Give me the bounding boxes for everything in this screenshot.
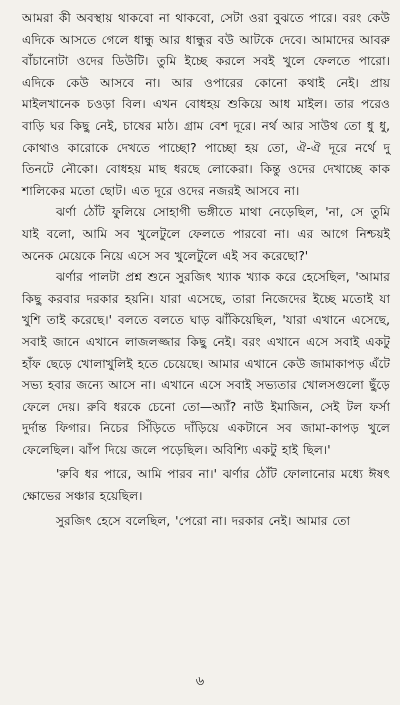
paragraph: ঝর্ণা ঠোঁট ফুলিয়ে সোহাগী ভঙ্গীতে মাথা নেড়েছিল, 'না, সে তুমি যাই বলো, আমি সব খুলেটুলে ফেলতে পারবো না। এর আগে নিশ্চয়ই অনেক মেয়েকে নিয়ে এসে সব খুলেটুলে এই সব করেছো?' [22, 205, 390, 263]
paragraph: আমরা কী অবস্থায় থাকবো না থাকবো, সেটা ওরা বুঝতে পারে। বরং কেউ এদিকে আসতে গেলে ধান্ধু আর ধান্ধুর বউ আটকে দেবে। আমাদের আবরু বাঁচানোটা ওদের ডিউটি। তুমি ইচ্ছে করলে সবই খুলে ফেলতে পারো। এদিকে কেউ আসবে না। আর ওপারের কোনো কথাই নেই। প্রায় মাইলখানেক চওড়া বিল। এখন বোধহয় শুকিয়ে আধ মাইল। তার পরেও বাড়ি ঘর কিছু নেই, চাষের মাঠ। গ্রাম বেশ দূরে। নর্থ আর সাউথ তো ধু ধু, কোথাও কারোকে দেখতে পাচ্ছো? পাচ্ছো হয় তো, ঐ-ঐ দূরে নর্থে দু তিনটে নৌকো। বোধহয় মাছ ধরছে লোকেরা। কিন্তু ওদের দেখাচ্ছে কাক শালিকের মতো ছোট। এত দূরে ওদের নজরই আসবে না। [22, 11, 390, 198]
page-number: ৬ [195, 674, 205, 689]
text-block [22, 8, 390, 532]
paragraph: ঝর্ণার পালটা প্রশ্ন শুনে সুরজিৎ খ্যাক খ্যাক করে হেসেছিল, 'আমার কিছু করবার দরকার হয়নি। যারা এসেছে, তারা নিজেদের ইচ্ছে মতোই যা খুশি তাই করেছে।' বলতে বলতে ঘাড় ঝাঁকিয়েছিল, 'যারা এখানে এসেছে, সবাই জানে এখানে লাজলজ্জার কিছু নেই। বরং এখানে এসে সবাই একটু হাঁফ ছেড়ে খোলাখুলিই হতে চেয়েছে। আমার এখানে কেউ জামাকাপড় এঁটে সভ্য হবার জন্যে আসে না। এখানে এসে সবাই সভ্যতার খোলসগুলো ছুঁড়ে ফেলে দেয়। রুবি ধরকে চেনো তো—অ্যাঁ? নাউ ইমাজিন, সেই টল ফর্সা দুর্দান্ত ফিগার। নিচের সিঁড়িতে দাঁড়িয়ে একটানে সব জামা-কাপড় খুলে ফেলেছিল। ঝাঁপ দিয়ে জলে পড়েছিল। অবিশ্যি একটু হাই ছিল।' [22, 270, 390, 457]
paragraph: 'রুবি ধর পারে, আমি পারব না।' ঝর্ণার ঠোঁট ফোলানোর মধ্যে ঈষৎ ক্ষোভের সঞ্চার হয়েছিল। [22, 467, 390, 504]
paragraph: সুরজিৎ হেসে বলেছিল, 'পেরো না। দরকার নেই। আমার তো [56, 513, 351, 528]
